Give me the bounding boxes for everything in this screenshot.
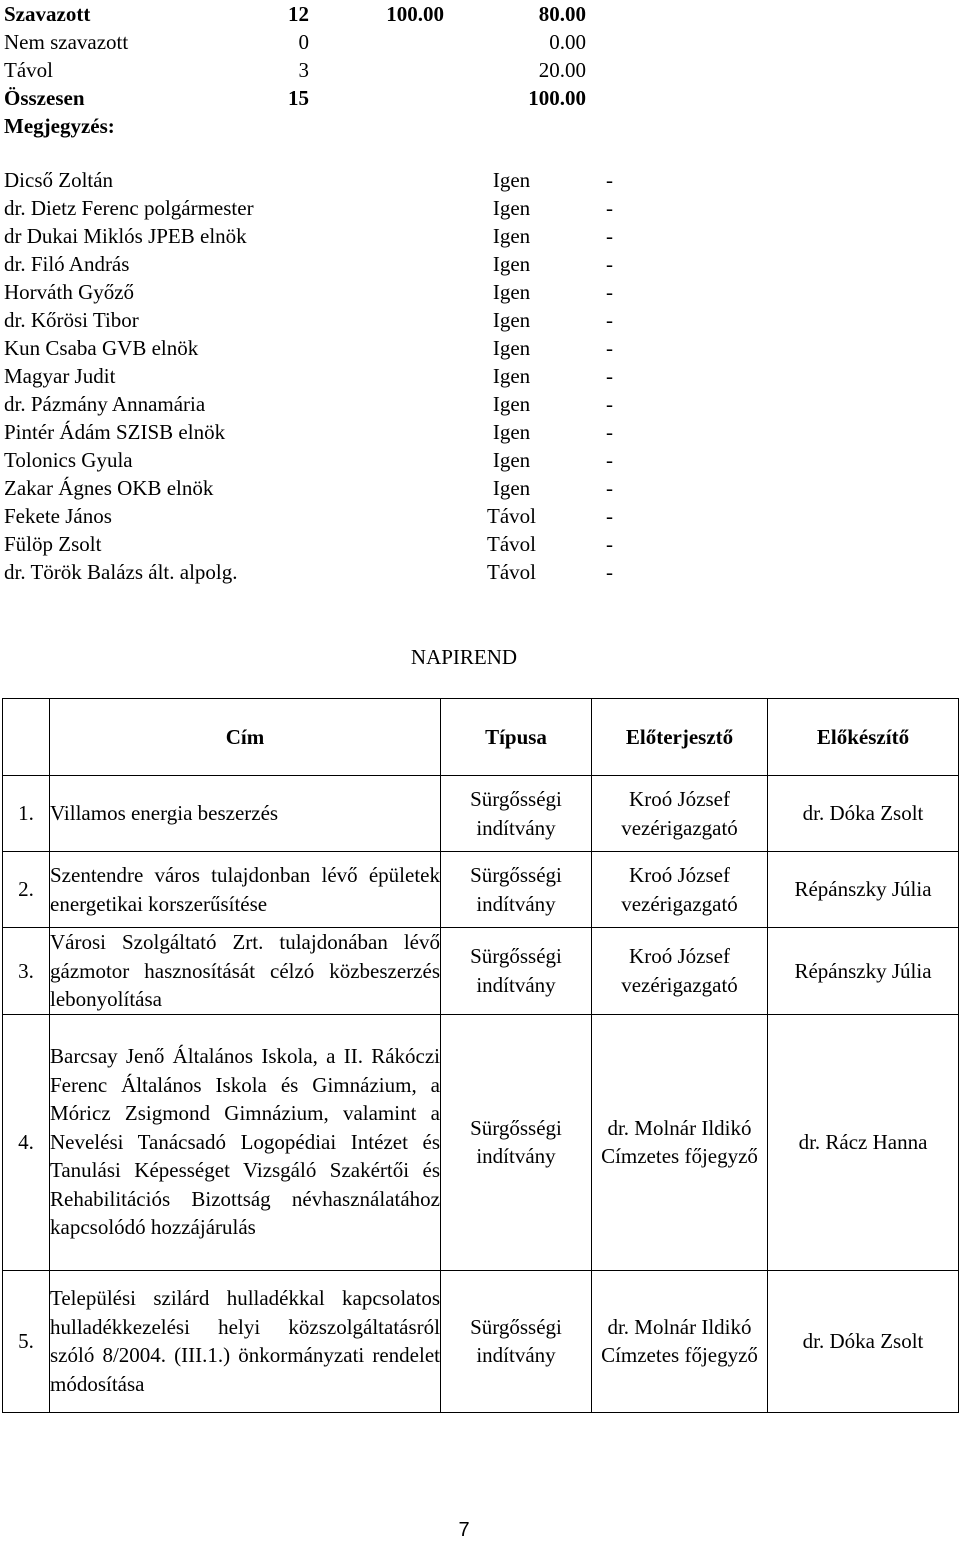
page-number: 7 <box>458 1519 470 1541</box>
vote-mark: - <box>606 364 613 388</box>
summary-percent-total: 0.00 <box>549 30 586 54</box>
vote-mark: - <box>606 308 613 332</box>
item-presenter: Kroó József vezérigazgató <box>592 852 768 928</box>
agenda-title: NAPIREND <box>410 645 518 669</box>
agenda-row <box>3 928 959 1015</box>
item-number: 3. <box>3 928 50 1015</box>
vote-row <box>4 306 624 334</box>
item-presenter: dr. Molnár Ildikó Címzetes főjegyző <box>592 1270 768 1412</box>
summary-count: 15 <box>288 86 309 110</box>
voter-name: dr. Filó András <box>4 252 130 276</box>
vote-value: Igen <box>492 476 531 500</box>
vote-mark: - <box>606 420 613 444</box>
vote-value: Igen <box>492 364 531 388</box>
vote-mark: - <box>606 280 613 304</box>
item-type: Sürgősségi indítvány <box>441 852 592 928</box>
summary-percent-voted: 100.00 <box>386 2 444 26</box>
item-number: 2. <box>3 852 50 928</box>
summary-label: Szavazott <box>4 2 91 26</box>
vote-value: Távol <box>487 560 536 584</box>
summary-row-note <box>4 112 604 140</box>
agenda-table <box>2 698 959 1413</box>
vote-row <box>4 250 624 278</box>
item-preparer: Répánszky Júlia <box>768 852 959 928</box>
vote-mark: - <box>606 168 613 192</box>
voter-name: Kun Csaba GVB elnök <box>4 336 199 360</box>
item-preparer: Répánszky Júlia <box>768 928 959 1015</box>
voter-name: Dicső Zoltán <box>4 168 114 192</box>
vote-row <box>4 334 624 362</box>
item-title: Városi Szolgáltató Zrt. tulajdonában lévő gázmotor hasznosítását célzó közbeszerzés lebonyolítása <box>50 928 441 1015</box>
item-title: Barcsay Jenő Általános Iskola, a II. Rákóczi Ferenc Általános Iskola és Gimnázium, a Móricz Zsigmond Gimnázium, valamint a Nevelési Tanácsadó Logopédiai Intézet és Tanulási Képességet Vizsgáló Szakértői és Rehabilitációs Bizottság névhasználatához kapcsolódó hozzájárulás <box>50 1014 441 1270</box>
item-number: 5. <box>3 1270 50 1412</box>
vote-value: Igen <box>492 168 531 192</box>
vote-value: Igen <box>492 336 531 360</box>
voter-name: dr Dukai Miklós JPEB elnök <box>4 224 247 248</box>
item-preparer: dr. Rácz Hanna <box>768 1014 959 1270</box>
vote-row <box>4 530 624 558</box>
voter-name: dr. Török Balázs ált. alpolg. <box>4 560 238 584</box>
vote-mark: - <box>606 448 613 472</box>
item-presenter: Kroó József vezérigazgató <box>592 776 768 852</box>
vote-mark: - <box>606 504 613 528</box>
summary-row-total <box>4 84 604 112</box>
vote-mark: - <box>606 532 613 556</box>
vote-row <box>4 222 624 250</box>
summary-label: Nem szavazott <box>4 30 129 54</box>
agenda-row <box>3 1014 959 1270</box>
voter-name: Fülöp Zsolt <box>4 532 102 556</box>
header-number <box>3 699 50 776</box>
vote-row <box>4 418 624 446</box>
summary-percent-total: 20.00 <box>538 58 586 82</box>
vote-row <box>4 166 624 194</box>
summary-percent-total: 80.00 <box>538 2 586 26</box>
item-title: Települési szilárd hulladékkal kapcsolatos hulladékkezelési helyi közszolgáltatásról szóló 8/2004. (III.1.) önkormányzati rendelet módosítása <box>50 1270 441 1412</box>
item-number: 1. <box>3 776 50 852</box>
item-preparer: dr. Dóka Zsolt <box>768 1270 959 1412</box>
item-preparer: dr. Dóka Zsolt <box>768 776 959 852</box>
vote-row <box>4 474 624 502</box>
individual-votes-list <box>4 166 624 586</box>
vote-row <box>4 362 624 390</box>
vote-value: Igen <box>492 420 531 444</box>
summary-row-voted <box>4 0 604 28</box>
item-type: Sürgősségi indítvány <box>441 1270 592 1412</box>
summary-label: Távol <box>4 58 53 82</box>
header-presenter: Előterjesztő <box>592 699 768 776</box>
summary-count: 3 <box>298 58 309 82</box>
vote-row <box>4 390 624 418</box>
vote-mark: - <box>606 252 613 276</box>
vote-row <box>4 502 624 530</box>
voter-name: dr. Kőrösi Tibor <box>4 308 139 332</box>
summary-row-absent <box>4 56 604 84</box>
voter-name: Zakar Ágnes OKB elnök <box>4 476 214 500</box>
voter-name: Tolonics Gyula <box>4 448 133 472</box>
voter-name: dr. Dietz Ferenc polgármester <box>4 196 254 220</box>
summary-count: 12 <box>288 2 309 26</box>
header-preparer: Előkészítő <box>768 699 959 776</box>
header-type: Típusa <box>441 699 592 776</box>
vote-summary <box>4 0 604 140</box>
agenda-row <box>3 1270 959 1412</box>
item-type: Sürgősségi indítvány <box>441 776 592 852</box>
agenda-row <box>3 852 959 928</box>
voter-name: Pintér Ádám SZISB elnök <box>4 420 226 444</box>
item-type: Sürgősségi indítvány <box>441 1014 592 1270</box>
vote-mark: - <box>606 476 613 500</box>
agenda-row <box>3 776 959 852</box>
agenda-header-row <box>3 699 959 776</box>
vote-mark: - <box>606 560 613 584</box>
vote-row <box>4 194 624 222</box>
vote-value: Igen <box>492 252 531 276</box>
vote-value: Távol <box>487 504 536 528</box>
voter-name: Horváth Győző <box>4 280 135 304</box>
item-title: Villamos energia beszerzés <box>50 776 441 852</box>
vote-row <box>4 558 624 586</box>
vote-row <box>4 278 624 306</box>
header-title: Cím <box>50 699 441 776</box>
vote-row <box>4 446 624 474</box>
vote-value: Igen <box>492 448 531 472</box>
vote-mark: - <box>606 336 613 360</box>
item-type: Sürgősségi indítvány <box>441 928 592 1015</box>
vote-value: Igen <box>492 392 531 416</box>
item-presenter: Kroó József vezérigazgató <box>592 928 768 1015</box>
vote-value: Igen <box>492 308 531 332</box>
voter-name: dr. Pázmány Annamária <box>4 392 206 416</box>
vote-value: Távol <box>487 532 536 556</box>
summary-count: 0 <box>298 30 309 54</box>
item-number: 4. <box>3 1014 50 1270</box>
voter-name: Fekete János <box>4 504 112 528</box>
summary-label: Összesen <box>4 86 85 110</box>
vote-mark: - <box>606 224 613 248</box>
summary-percent-total: 100.00 <box>528 86 586 110</box>
vote-value: Igen <box>492 224 531 248</box>
vote-value: Igen <box>492 280 531 304</box>
summary-row-not-voted <box>4 28 604 56</box>
vote-mark: - <box>606 196 613 220</box>
note-label: Megjegyzés: <box>4 114 115 138</box>
item-presenter: dr. Molnár Ildikó Címzetes főjegyző <box>592 1014 768 1270</box>
voter-name: Magyar Judit <box>4 364 116 388</box>
vote-value: Igen <box>492 196 531 220</box>
vote-mark: - <box>606 392 613 416</box>
item-title: Szentendre város tulajdonban lévő épületek energetikai korszerűsítése <box>50 852 441 928</box>
